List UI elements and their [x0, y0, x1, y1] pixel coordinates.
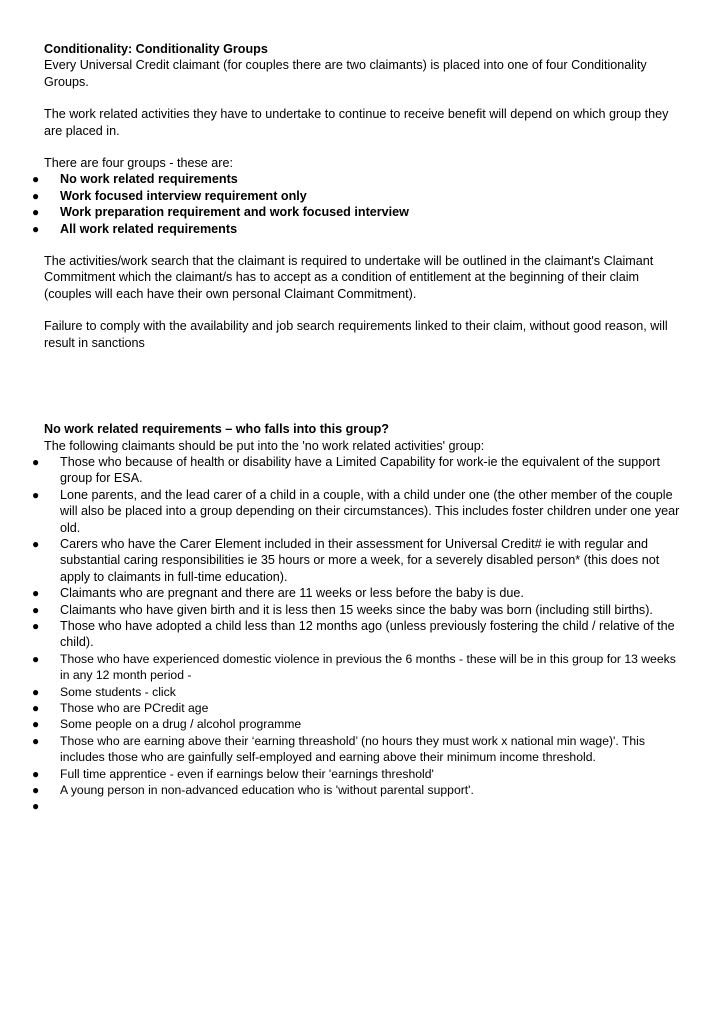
- document-page: [32, 41, 684, 814]
- claimants-list: [32, 454, 684, 814]
- section-heading: Conditionality: Conditionality Groups: [44, 42, 268, 56]
- section-heading: No work related requirements – who falls into this group?: [44, 422, 389, 437]
- bullet-icon: ●: [32, 454, 40, 469]
- bullet-icon: ●: [32, 618, 40, 633]
- list-item: ● Work focused interview requirement only: [32, 188, 307, 203]
- list-item: ● All work related requirements: [32, 221, 238, 236]
- paragraph: There are four groups - these are:: [44, 156, 234, 171]
- list-item: ● Full time apprentice - even if earnings below their 'earnings threshold': [32, 766, 434, 781]
- bullet-icon: ●: [32, 602, 40, 617]
- bullet-icon: ●: [32, 783, 40, 798]
- bullet-icon: ●: [32, 701, 40, 715]
- bullet-icon: ●: [32, 733, 40, 748]
- list-item: ● Claimants who have given birth and it is less then 15 weeks since the baby was born (including still births).: [32, 602, 653, 617]
- list-item: ● Claimants who are pregnant and there are 11 weeks or less before the baby is due.: [32, 586, 524, 601]
- bullet-icon: ●: [32, 684, 40, 699]
- groups-list: [32, 171, 684, 237]
- bullet-icon: ●: [32, 717, 40, 732]
- paragraph: Failure to comply with the availability and job search requirements linked to their claim, without good reason, will result in sanctions: [44, 319, 668, 350]
- bullet-icon: ●: [32, 586, 40, 601]
- paragraph: The work related activities they have to undertake to continue to receive benefit will depend on which group they are placed in.: [44, 107, 669, 138]
- paragraph: The activities/work search that the claimant is required to undertake will be outlined in the claimant's Claimant Commitment which the claimant/s has to accept as a condition of entitlement at the beginning of their claim (couples will each have their own personal Claimant Commitment).: [44, 254, 654, 301]
- list-item: ● A young person in non-advanced education who is 'without parental support'.: [32, 783, 474, 798]
- list-item: ● Some students - click: [32, 684, 176, 699]
- bullet-icon: ●: [32, 221, 40, 236]
- list-item: ● Lone parents, and the lead carer of a child in a couple, with a child under one (the other member of the couple will also be placed into a group depending on their circumstances). This includes foster children under one year old.: [32, 487, 680, 535]
- bullet-icon: ●: [32, 172, 40, 187]
- list-item: ● Those who are PCredit age: [32, 701, 209, 715]
- bullet-icon: ●: [32, 536, 40, 551]
- bullet-icon: ●: [32, 188, 40, 203]
- list-item: ● Work preparation requirement and work focused interview: [32, 205, 409, 220]
- list-item: ● Some people on a drug / alcohol programme: [32, 717, 302, 732]
- list-item: ● Those who have experienced domestic violence in previous the 6 months - these will be in this group for 13 weeks in any 12 month period -: [32, 651, 676, 683]
- bullet-icon: ●: [32, 651, 40, 666]
- list-item: ● No work related requirements: [32, 172, 238, 187]
- list-item: ● Carers who have the Carer Element included in their assessment for Universal Credit# ie with regular and substantial caring responsibilities ie 35 hours or more a week, for a severely disabled person* (this does not apply to claimants in full-time education).: [32, 536, 660, 584]
- bullet-icon: ●: [32, 205, 40, 220]
- bullet-icon: ●: [32, 799, 40, 814]
- paragraph: Every Universal Credit claimant (for couples there are two claimants) is placed into one of four Conditionality Groups.: [44, 58, 647, 89]
- bullet-icon: ●: [32, 766, 40, 781]
- list-item: ● Those who have adopted a child less than 12 months ago (unless previously fostering the child / relative of the child).: [32, 618, 675, 650]
- bullet-icon: ●: [32, 487, 40, 502]
- list-item: ● Those who because of health or disability have a Limited Capability for work-ie the equivalent of the support group for ESA.: [32, 454, 660, 486]
- list-item: ● Those who are earning above their ‘earning threashold’ (no hours they must work x national min wage)'. This includes those who are gainfully self-employed and earning above their minimum income threshold.: [32, 733, 645, 765]
- paragraph: The following claimants should be put into the 'no work related activities' group:: [44, 438, 485, 453]
